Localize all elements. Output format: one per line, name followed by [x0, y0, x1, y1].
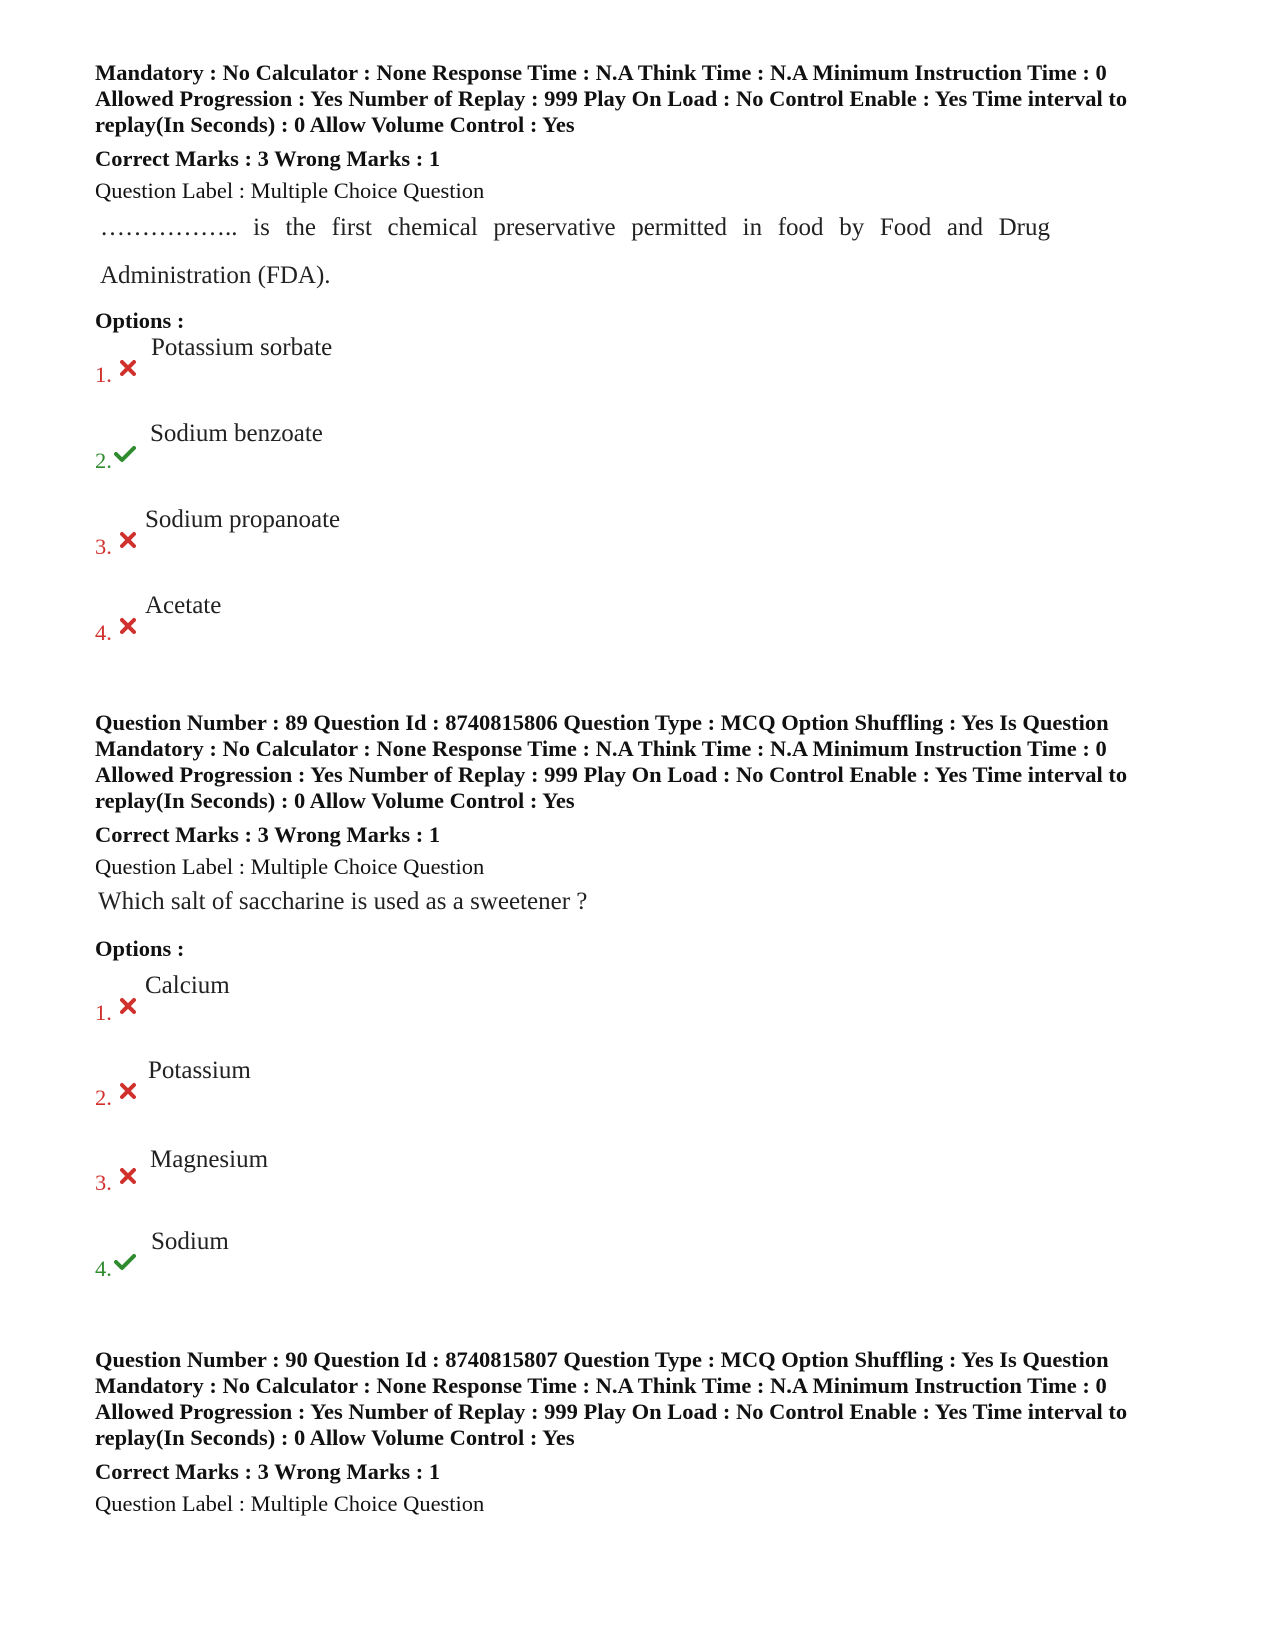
- meta-line: Mandatory : No Calculator : None Response Time : N.A Think Time : N.A Minimum Instruction Time : 0: [95, 60, 1107, 85]
- question-88-option-4: [95, 592, 695, 658]
- meta-line: Mandatory : No Calculator : None Response Time : N.A Think Time : N.A Minimum Instruction Time : 0: [95, 736, 1107, 761]
- question-90-label: Question Label : Multiple Choice Question: [95, 1491, 485, 1516]
- option-number: 4.: [95, 1256, 112, 1281]
- question-88-options-heading: Options :: [95, 308, 185, 333]
- option-number: 2.: [95, 448, 112, 473]
- meta-line: Allowed Progression : Yes Number of Replay : 999 Play On Load : No Control Enable : Yes Time interval to: [95, 762, 1128, 787]
- question-88-meta: [95, 60, 1205, 138]
- question-89-options-heading: Options :: [95, 936, 185, 961]
- question-88-text-line1: …………….. is the first chemical preservative permitted in food by Food and Drug: [100, 214, 1050, 241]
- question-88-text-line2: Administration (FDA).: [100, 262, 331, 289]
- question-90-marks: Correct Marks : 3 Wrong Marks : 1: [95, 1459, 441, 1484]
- meta-line: Allowed Progression : Yes Number of Replay : 999 Play On Load : No Control Enable : Yes Time interval to: [95, 1399, 1128, 1424]
- correct-icon: [114, 1253, 136, 1271]
- meta-line: Question Number : 90 Question Id : 8740815807 Question Type : MCQ Option Shuffling : Yes Is Question: [95, 1347, 1109, 1372]
- meta-line: Mandatory : No Calculator : None Response Time : N.A Think Time : N.A Minimum Instruction Time : 0: [95, 1373, 1107, 1398]
- question-89-meta: [95, 710, 1205, 814]
- question-89-option-2: [95, 1057, 695, 1123]
- question-88-option-2: [95, 420, 695, 486]
- wrong-icon: [119, 531, 137, 549]
- question-89-label: Question Label : Multiple Choice Question: [95, 854, 485, 879]
- meta-line: replay(In Seconds) : 0 Allow Volume Control : Yes: [95, 112, 575, 137]
- question-89-text: Which salt of saccharine is used as a sweetener ?: [98, 888, 588, 915]
- wrong-icon: [119, 359, 137, 377]
- question-89-option-1: [95, 972, 695, 1038]
- option-text: Sodium propanoate: [145, 506, 341, 533]
- wrong-icon: [119, 617, 137, 635]
- option-text: Acetate: [145, 592, 222, 619]
- question-90-meta: [95, 1347, 1205, 1451]
- question-88-marks: Correct Marks : 3 Wrong Marks : 1: [95, 146, 441, 171]
- option-text: Calcium: [145, 972, 230, 999]
- meta-line: replay(In Seconds) : 0 Allow Volume Control : Yes: [95, 1425, 575, 1450]
- question-88-option-3: [95, 506, 695, 572]
- question-89-marks: Correct Marks : 3 Wrong Marks : 1: [95, 822, 441, 847]
- question-89-option-4: [95, 1228, 695, 1294]
- option-text: Magnesium: [150, 1146, 269, 1173]
- meta-line: Allowed Progression : Yes Number of Replay : 999 Play On Load : No Control Enable : Yes Time interval to: [95, 86, 1128, 111]
- question-88-label: Question Label : Multiple Choice Question: [95, 178, 485, 203]
- option-number: 3.: [95, 1170, 112, 1195]
- option-number: 4.: [95, 620, 112, 645]
- option-text: Potassium: [148, 1057, 251, 1084]
- wrong-icon: [119, 1082, 137, 1100]
- option-number: 3.: [95, 534, 112, 559]
- option-number: 1.: [95, 362, 112, 387]
- question-89-option-3: [95, 1148, 695, 1208]
- option-number: 1.: [95, 1000, 112, 1025]
- option-text: Sodium: [151, 1228, 229, 1255]
- option-text: Sodium benzoate: [150, 420, 323, 447]
- question-88-option-1: [95, 334, 695, 400]
- meta-line: replay(In Seconds) : 0 Allow Volume Control : Yes: [95, 788, 575, 813]
- option-text: Potassium sorbate: [151, 334, 333, 361]
- wrong-icon: [119, 997, 137, 1015]
- correct-icon: [114, 445, 136, 463]
- meta-line: Question Number : 89 Question Id : 8740815806 Question Type : MCQ Option Shuffling : Yes Is Question: [95, 710, 1109, 735]
- wrong-icon: [119, 1167, 137, 1185]
- option-number: 2.: [95, 1085, 112, 1110]
